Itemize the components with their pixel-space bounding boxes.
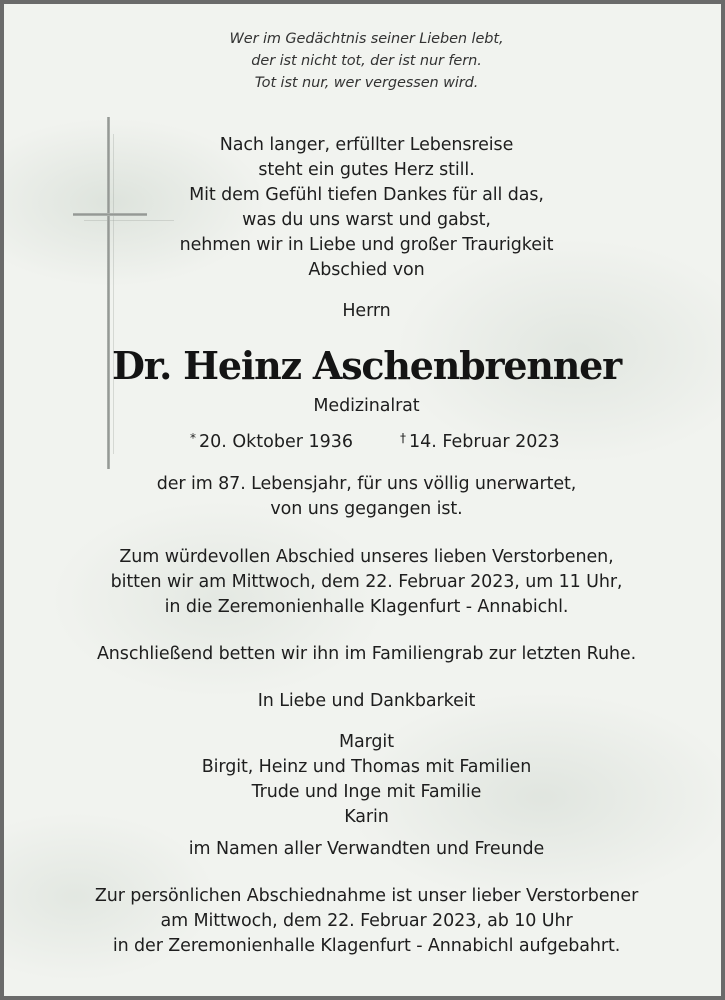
motto-line: der ist nicht tot, der ist nur fern. — [251, 53, 482, 69]
mourner-line: Karin — [344, 807, 389, 827]
burial-line: Anschließend betten wir ihn im Familiengrab zur letzten Ruhe. — [96, 644, 637, 664]
deceased-name: Dr. Heinz Aschenbrenner — [112, 343, 621, 388]
intro-line: Mit dem Gefühl tiefen Dankes für all das, — [189, 185, 544, 205]
birth-date-text: 20. Oktober 1936 — [199, 432, 354, 452]
intro-line: steht ein gutes Herz still. — [258, 160, 475, 180]
mourner-line: Birgit, Heinz und Thomas mit Familien — [201, 757, 532, 777]
farewell-line: bitten wir am Mittwoch, dem 22. Februar 2023, um 11 Uhr, — [110, 572, 623, 592]
birth-star-icon: * — [190, 431, 196, 445]
death-date — [400, 427, 560, 453]
life-dates — [4, 427, 725, 452]
intro-line: nehmen wir in Liebe und großer Traurigkeit — [179, 235, 554, 255]
intro-line: Nach langer, erfüllter Lebensreise — [219, 135, 514, 155]
death-date-text: 14. Februar 2023 — [409, 432, 560, 452]
birth-date — [190, 427, 353, 453]
mourner-line: Margit — [339, 732, 394, 752]
viewing-line: am Mittwoch, dem 22. Februar 2023, ab 10 Uhr — [160, 911, 573, 931]
intro-line: was du uns warst und gabst, — [242, 210, 491, 230]
death-dagger-icon: † — [400, 431, 406, 445]
deceased-title: Medizinalrat — [313, 396, 420, 416]
farewell-line: Zum würdevollen Abschied unseres lieben Verstorbenen, — [119, 547, 614, 567]
closing-line: In Liebe und Dankbarkeit — [257, 691, 476, 711]
intro-line: Abschied von — [308, 260, 425, 280]
passing-line: der im 87. Lebensjahr, für uns völlig unerwartet, — [156, 474, 577, 494]
motto-line: Tot ist nur, wer vergessen wird. — [254, 75, 479, 91]
mourner-line: Trude und Inge mit Familie — [251, 782, 482, 802]
viewing-line: in der Zeremonienhalle Klagenfurt - Annabichl aufgebahrt. — [112, 936, 621, 956]
passing-line: von uns gegangen ist. — [270, 499, 463, 519]
farewell-line: in die Zeremonienhalle Klagenfurt - Annabichl. — [164, 597, 569, 617]
on-behalf-line: im Namen aller Verwandten und Freunde — [188, 839, 545, 859]
motto-line: Wer im Gedächtnis seiner Lieben lebt, — [229, 31, 504, 47]
salutation: Herrn — [342, 301, 391, 321]
viewing-line: Zur persönlichen Abschiednahme ist unser lieber Verstorbener — [94, 886, 639, 906]
